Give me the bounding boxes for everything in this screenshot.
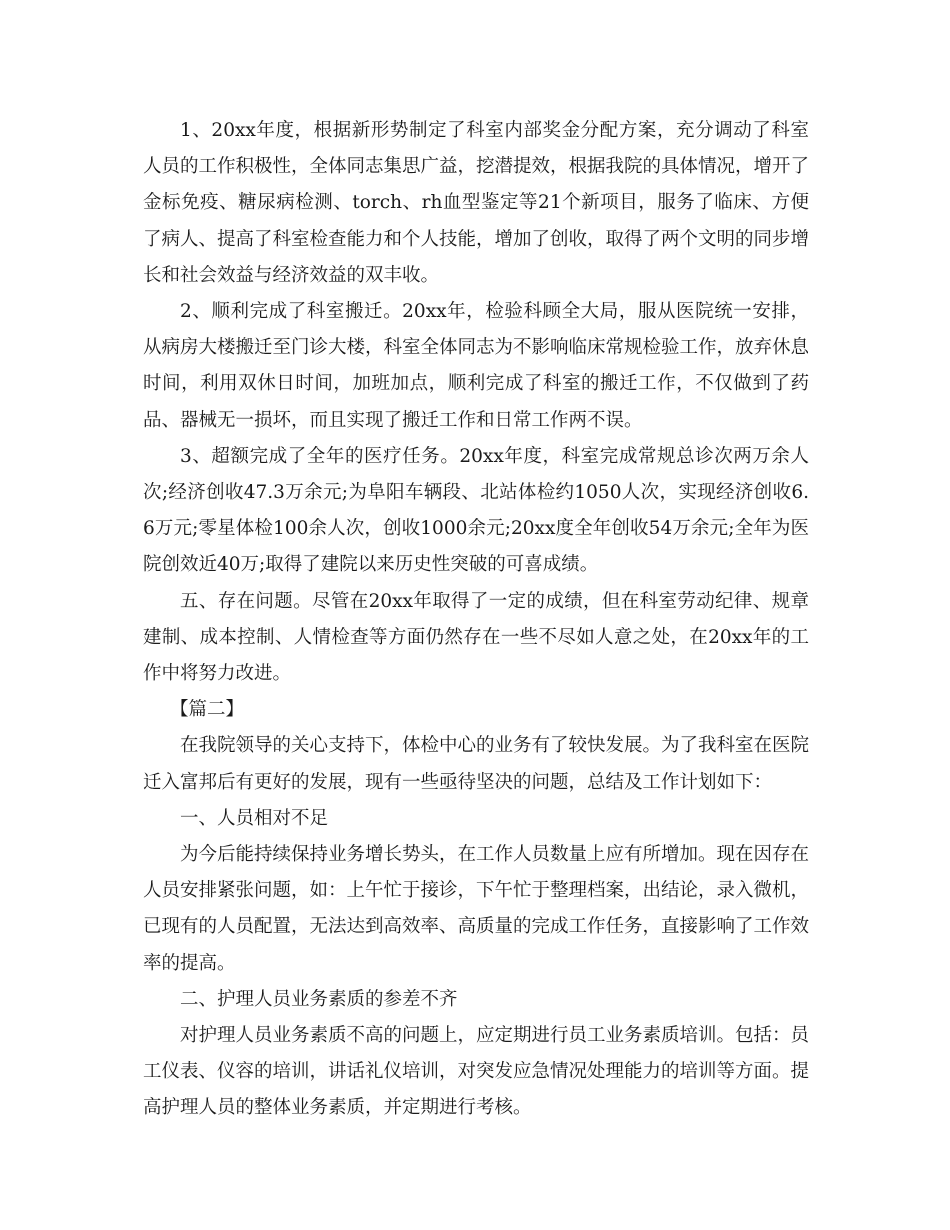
paragraph-intro: 在我院领导的关心支持下，体检中心的业务有了较快发展。为了我科室在医院迁入富邦后有更好的发展，现有一些亟待坚决的问题，总结及工作计划如下： <box>143 735 810 793</box>
paragraph-achievement-3: 3、超额完成了全年的医疗任务。20xx年度，科室完成常规总诊次两万余人次;经济创收47.3万余元;为阜阳车辆段、北站体检约1050人次，实现经济创收6.6万元;零星体检100余人次，创收1000余元;20xx度全年创收54万余元;全年为医院创效近40万;取得了建院以来历史性突破的可喜成绩。 <box>143 445 809 576</box>
heading-staff-shortage: 一、人员相对不足 <box>180 807 329 829</box>
heading-nursing-quality: 二、护理人员业务素质的参差不齐 <box>180 988 458 1010</box>
section-heading-part-two: 【篇二】 <box>170 699 245 721</box>
paragraph-achievement-2: 2、顺利完成了科室搬迁。20xx年，检验科顾全大局，服从医院统一安排，从病房大楼搬迁至门诊大楼，科室全体同志为不影响临床常规检验工作，放弃休息时间，利用双休日时间，加班加点，顺利完成了科室的搬迁工作，不仅做到了药品、器械无一损坏，而且实现了搬迁工作和日常工作两不误。 <box>143 301 810 431</box>
paragraph-staff-shortage: 为今后能持续保持业务增长势头，在工作人员数量上应有所增加。现在因存在人员安排紧张问题，如：上午忙于接诊，下午忙于整理档案，出结论，录入微机，已现有的人员配置，无法达到高效率、高质量的完成工作任务，直接影响了工作效率的提高。 <box>143 844 810 974</box>
paragraph-problems: 五、存在问题。尽管在20xx年取得了一定的成绩，但在科室劳动纪律、规章建制、成本控制、人情检查等方面仍然存在一些不尽如人意之处，在20xx年的工作中将努力改进。 <box>143 590 809 685</box>
document-body <box>143 113 809 1127</box>
paragraph-nursing-quality: 对护理人员业务素质不高的问题上，应定期进行员工业务素质培训。包括：员工仪表、仪容的培训，讲话礼仪培训，对突发应急情况处理能力的培训等方面。提高护理人员的整体业务素质，并定期进行考核。 <box>143 1025 810 1119</box>
paragraph-achievement-1: 1、20xx年度，根据新形势制定了科室内部奖金分配方案，充分调动了科室人员的工作积极性，全体同志集思广益，挖潜提效，根据我院的具体情况，增开了金标免疫、糖尿病检测、torch、rh血型鉴定等21个新项目，服务了临床、方便了病人、提高了科室检查能力和个人技能，增加了创收，取得了两个文明的同步增长和社会效益与经济效益的双丰收。 <box>143 120 810 286</box>
